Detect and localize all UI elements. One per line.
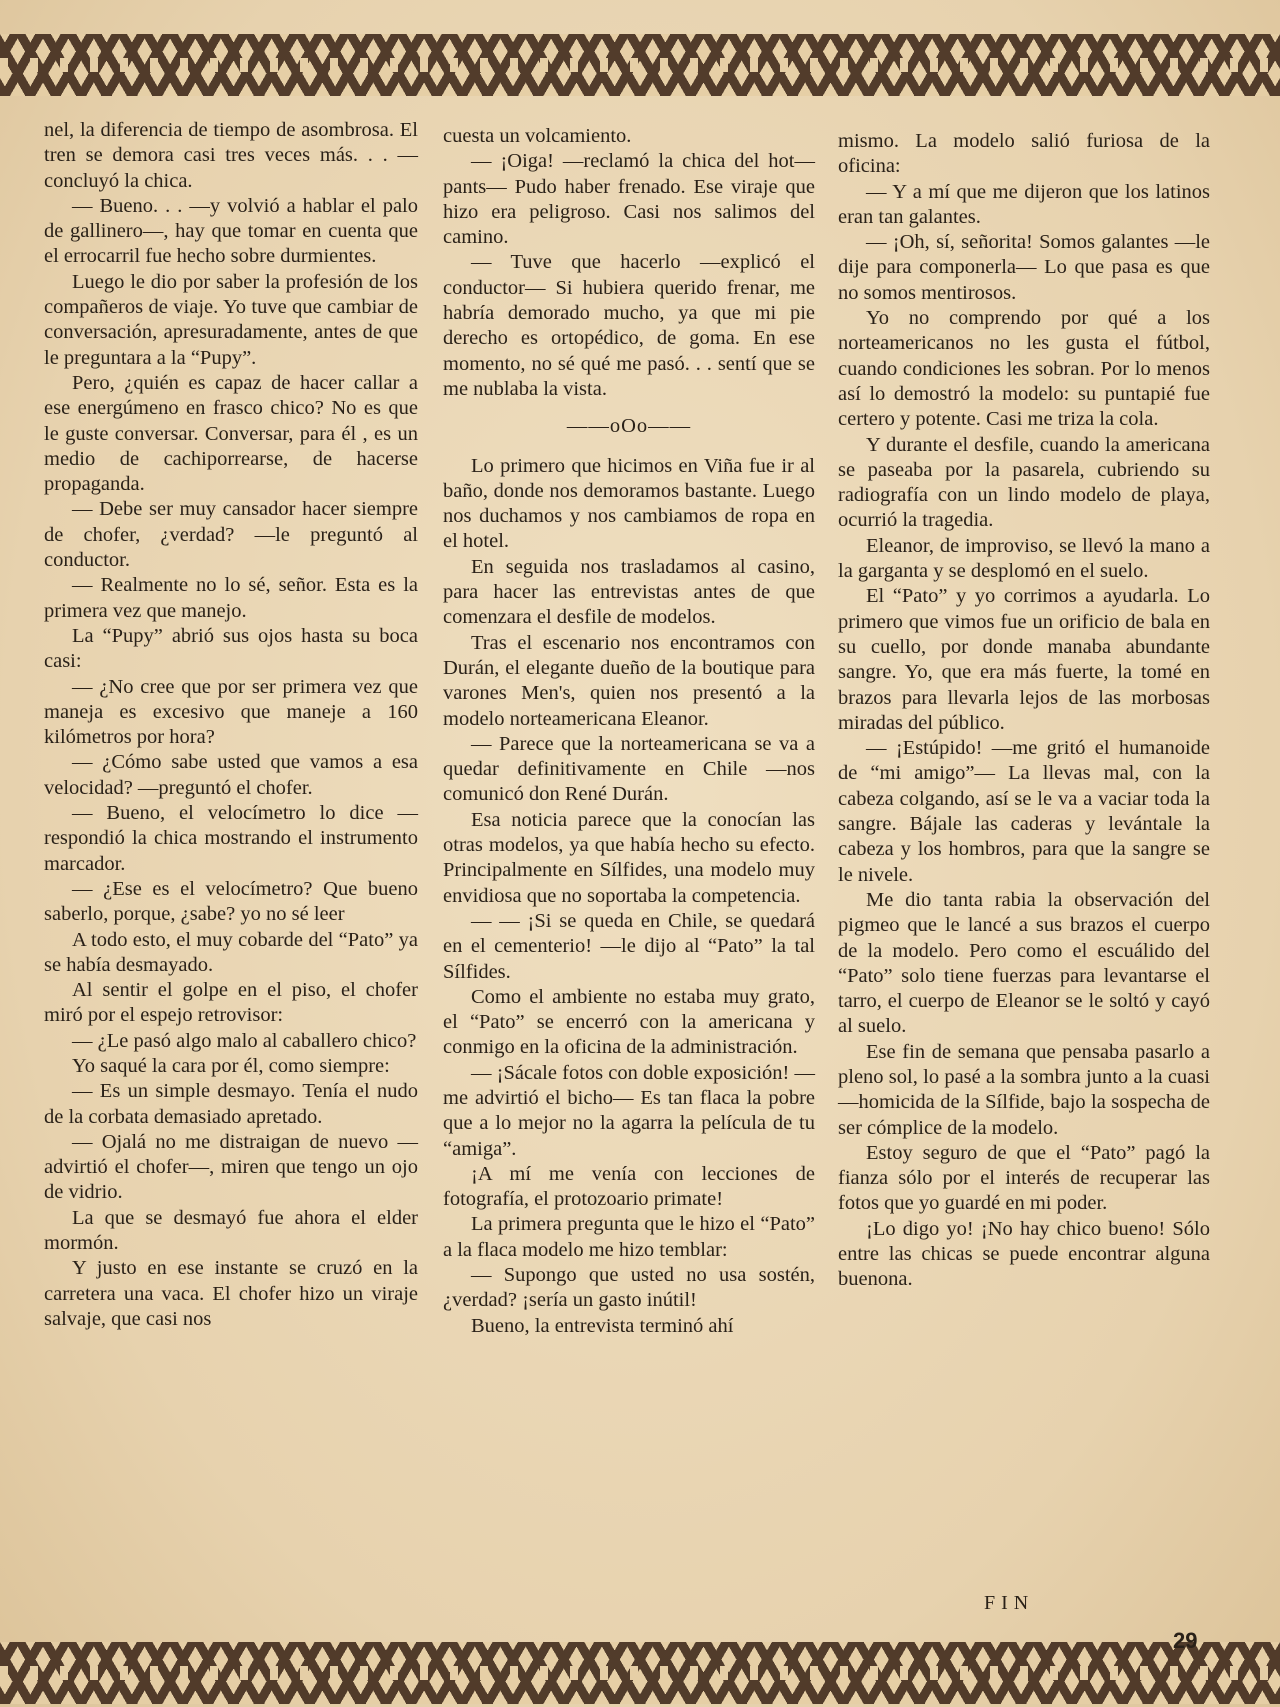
paragraph: — ¡Estúpido! —me gritó el humanoide de “mi amigo”— La llevas mal, con la cabeza colgando, así se le va a vaciar toda la sangre. Bájale las caderas y levántale la cabeza y los hombros, para que la sangre se le nivele. [838, 737, 1210, 886]
section-separator: ——oOo—— [566, 415, 692, 438]
paragraph: ¡Lo digo yo! ¡No hay chico bueno! Sólo entre las chicas se puede encontrar alguna buenona. [838, 1217, 1210, 1291]
paragraph: — Ojalá no me distraigan de nuevo —advirtió el chofer—, miren que tengo un ojo de vidrio. [44, 1130, 418, 1204]
paragraph: Tras el escenario nos encontramos con Durán, el elegante dueño de la boutique para varones Men's, quien nos presentó a la modelo norteamericana Eleanor. [443, 631, 815, 730]
paragraph: La “Pupy” abrió sus ojos hasta su boca casi: [44, 624, 418, 673]
paragraph: — Y a mí que me dijeron que los latinos eran tan galantes. [838, 180, 1210, 228]
paragraph: — Tuve que hacerlo —explicó el conductor— Si hubiera querido frenar, me habría demorado mucho, ya que mi pie derecho es ortopédico, de goma. En ese momento, no sé qué me pasó. . . sentí que se me nublaba la vista. [443, 251, 815, 400]
paragraph: Me dio tanta rabia la observación del pigmeo que le lancé a sus brazos el cuerpo de la modelo. Pero como el escuálido del “Pato” solo tiene fuerzas para levantarse el tarro, el cuerpo de Eleanor se le soltó y cayó al suelo. [838, 888, 1210, 1038]
paragraph: Yo saqué la cara por él, como siempre: [72, 1054, 390, 1077]
paragraph: En seguida nos trasladamos al casino, para hacer las entrevistas antes de que comenzara el desfile de modelos. [443, 555, 815, 629]
paragraph: — Realmente no lo sé, señor. Esta es la primera vez que manejo. [44, 574, 418, 622]
paragraph: — Supongo que usted no usa sostén, ¿verdad? ¡sería un gasto inútil! [443, 1264, 815, 1312]
paragraph: Luego le dio por saber la profesión de los compañeros de viaje. Yo tuve que cambiar de conversación, apresuradamente, antes de que le preguntara a la “Pupy”. [44, 270, 418, 369]
paragraph: — ¿No cree que por ser primera vez que maneja es excesivo que maneje a 160 kilómetros por hora? [44, 675, 418, 749]
paragraph: nel, la diferencia de tiempo de asombrosa. El tren se demora casi tres veces más. . . —concluyó la chica. [44, 119, 418, 192]
paragraph: Esa noticia parece que la conocían las otras modelos, ya que había hecho su efecto. Principalmente en Sílfides, una modelo muy envidiosa que no soportaba la competencia. [443, 808, 815, 907]
paragraph: Bueno, la entrevista terminó ahí [471, 1314, 734, 1337]
decorative-border-top [0, 34, 1280, 96]
paragraph: Lo primero que hicimos en Viña fue ir al baño, donde nos demoramos bastante. Luego nos duchamos y nos cambiamos de ropa en el hotel. [443, 454, 815, 553]
paragraph: — ¡Oiga! —reclamó la chica del hot—pants— Pudo haber frenado. Ese viraje que hizo era peligroso. Casi nos salimos del camino. [443, 150, 815, 249]
decorative-border-bottom [0, 1642, 1280, 1704]
paragraph: Yo no comprendo por qué a los norteamericanos no les gusta el fútbol, cuando condiciones les sobran. Por lo menos así lo demostró la modelo: su puntapié fue certero y potente. Casi me triza la cola. [838, 307, 1210, 431]
paragraph: — ¿Ese es el velocímetro? Que bueno saberlo, porque, ¿sabe? yo no sé leer [44, 877, 418, 926]
paragraph: El “Pato” y yo corrimos a ayudarla. Lo primero que vimos fue un orificio de bala en su cuello, por donde manaba abundante sangre. Yo, que era más fuerte, la tomé en brazos para llevarla lejos de las morbosas miradas del público. [838, 585, 1210, 734]
paragraph: Y justo en ese instante se cruzó en la carretera una vaca. El chofer hizo un viraje salvaje, que casi nos [44, 1257, 418, 1330]
end-mark: FIN [984, 1592, 1035, 1614]
paragraph: La primera pregunta que le hizo el “Pato” a la flaca modelo me hizo temblar: [443, 1213, 815, 1261]
paragraph: Ese fin de semana que pensaba pasarlo a pleno sol, lo pasé a la sombra junto a la cuasi—homicida de la Sílfide, bajo la sospecha de ser cómplice de la modelo. [838, 1040, 1210, 1139]
paragraph: La que se desmayó fue ahora el elder mormón. [44, 1206, 418, 1255]
paragraph: cuesta un volcamiento. [443, 125, 632, 147]
text-column-1 [44, 118, 418, 1332]
paragraph: Y durante el desfile, cuando la americana se paseaba por la pasarela, cubriendo su radiografía con un lindo modelo de playa, ocurrió la tragedia. [838, 433, 1210, 532]
page-number: 29 [1173, 1628, 1198, 1653]
paragraph: Como el ambiente no estaba muy grato, el “Pato” se encerró con la americana y conmigo en la oficina de la administración. [443, 985, 815, 1059]
paragraph: A todo esto, el muy cobarde del “Pato” ya se había desmayado. [44, 928, 418, 976]
paragraph: Estoy seguro de que el “Pato” pagó la fianza sólo por el interés de recuperar las fotos que yo guardé en mi poder. [838, 1141, 1210, 1215]
paragraph: ¡A mí me venía con lecciones de fotografía, el protozoario primate! [443, 1162, 815, 1211]
paragraph: — Parece que la norteamericana se va a quedar definitivamente en Chile —nos comunicó don René Durán. [443, 732, 815, 806]
paragraph: mismo. La modelo salió furiosa de la oficina: [838, 130, 1210, 178]
text-column-3 [838, 129, 1210, 1293]
paragraph: — Es un simple desmayo. Tenía el nudo de la corbata demasiado apretado. [44, 1080, 418, 1128]
paragraph: Al sentir el golpe en el piso, el chofer miró por el espejo retrovisor: [44, 979, 418, 1027]
paragraph: — ¡Sácale fotos con doble exposición! —me advirtió el bicho— Es tan flaca la pobre que a lo mejor no la agarra la película de tu “amiga”. [443, 1061, 815, 1160]
paragraph: — Bueno. . . —y volvió a hablar el palo de gallinero—, hay que tomar en cuenta que el errocarril fue hecho sobre durmientes. [44, 194, 418, 268]
paragraph: — ¿Le pasó algo malo al caballero chico? [72, 1029, 417, 1052]
paragraph: — ¿Cómo sabe usted que vamos a esa velocidad? —preguntó el chofer. [44, 751, 418, 799]
paragraph: — — ¡Si se queda en Chile, se quedará en el cementerio! —le dijo al “Pato” la tal Sílfides. [443, 909, 815, 983]
paragraph: — Bueno, el velocímetro lo dice —respondió la chica mostrando el instrumento marcador. [44, 802, 418, 875]
paragraph: Pero, ¿quién es capaz de hacer callar a ese energúmeno en frasco chico? No es que le guste conversar. Conversar, para él , es un medio de cachiporrearse, de hacerse propaganda. [44, 371, 418, 496]
paragraph: Eleanor, de improviso, se llevó la mano a la garganta y se desplomó en el suelo. [838, 534, 1210, 583]
text-column-2 [443, 124, 815, 1339]
paragraph: — ¡Oh, sí, señorita! Somos galantes —le dije para componerla— Lo que pasa es que no somos mentirosos. [838, 231, 1210, 304]
paragraph: — Debe ser muy cansador hacer siempre de chofer, ¿verdad? —le preguntó al conductor. [44, 498, 418, 572]
